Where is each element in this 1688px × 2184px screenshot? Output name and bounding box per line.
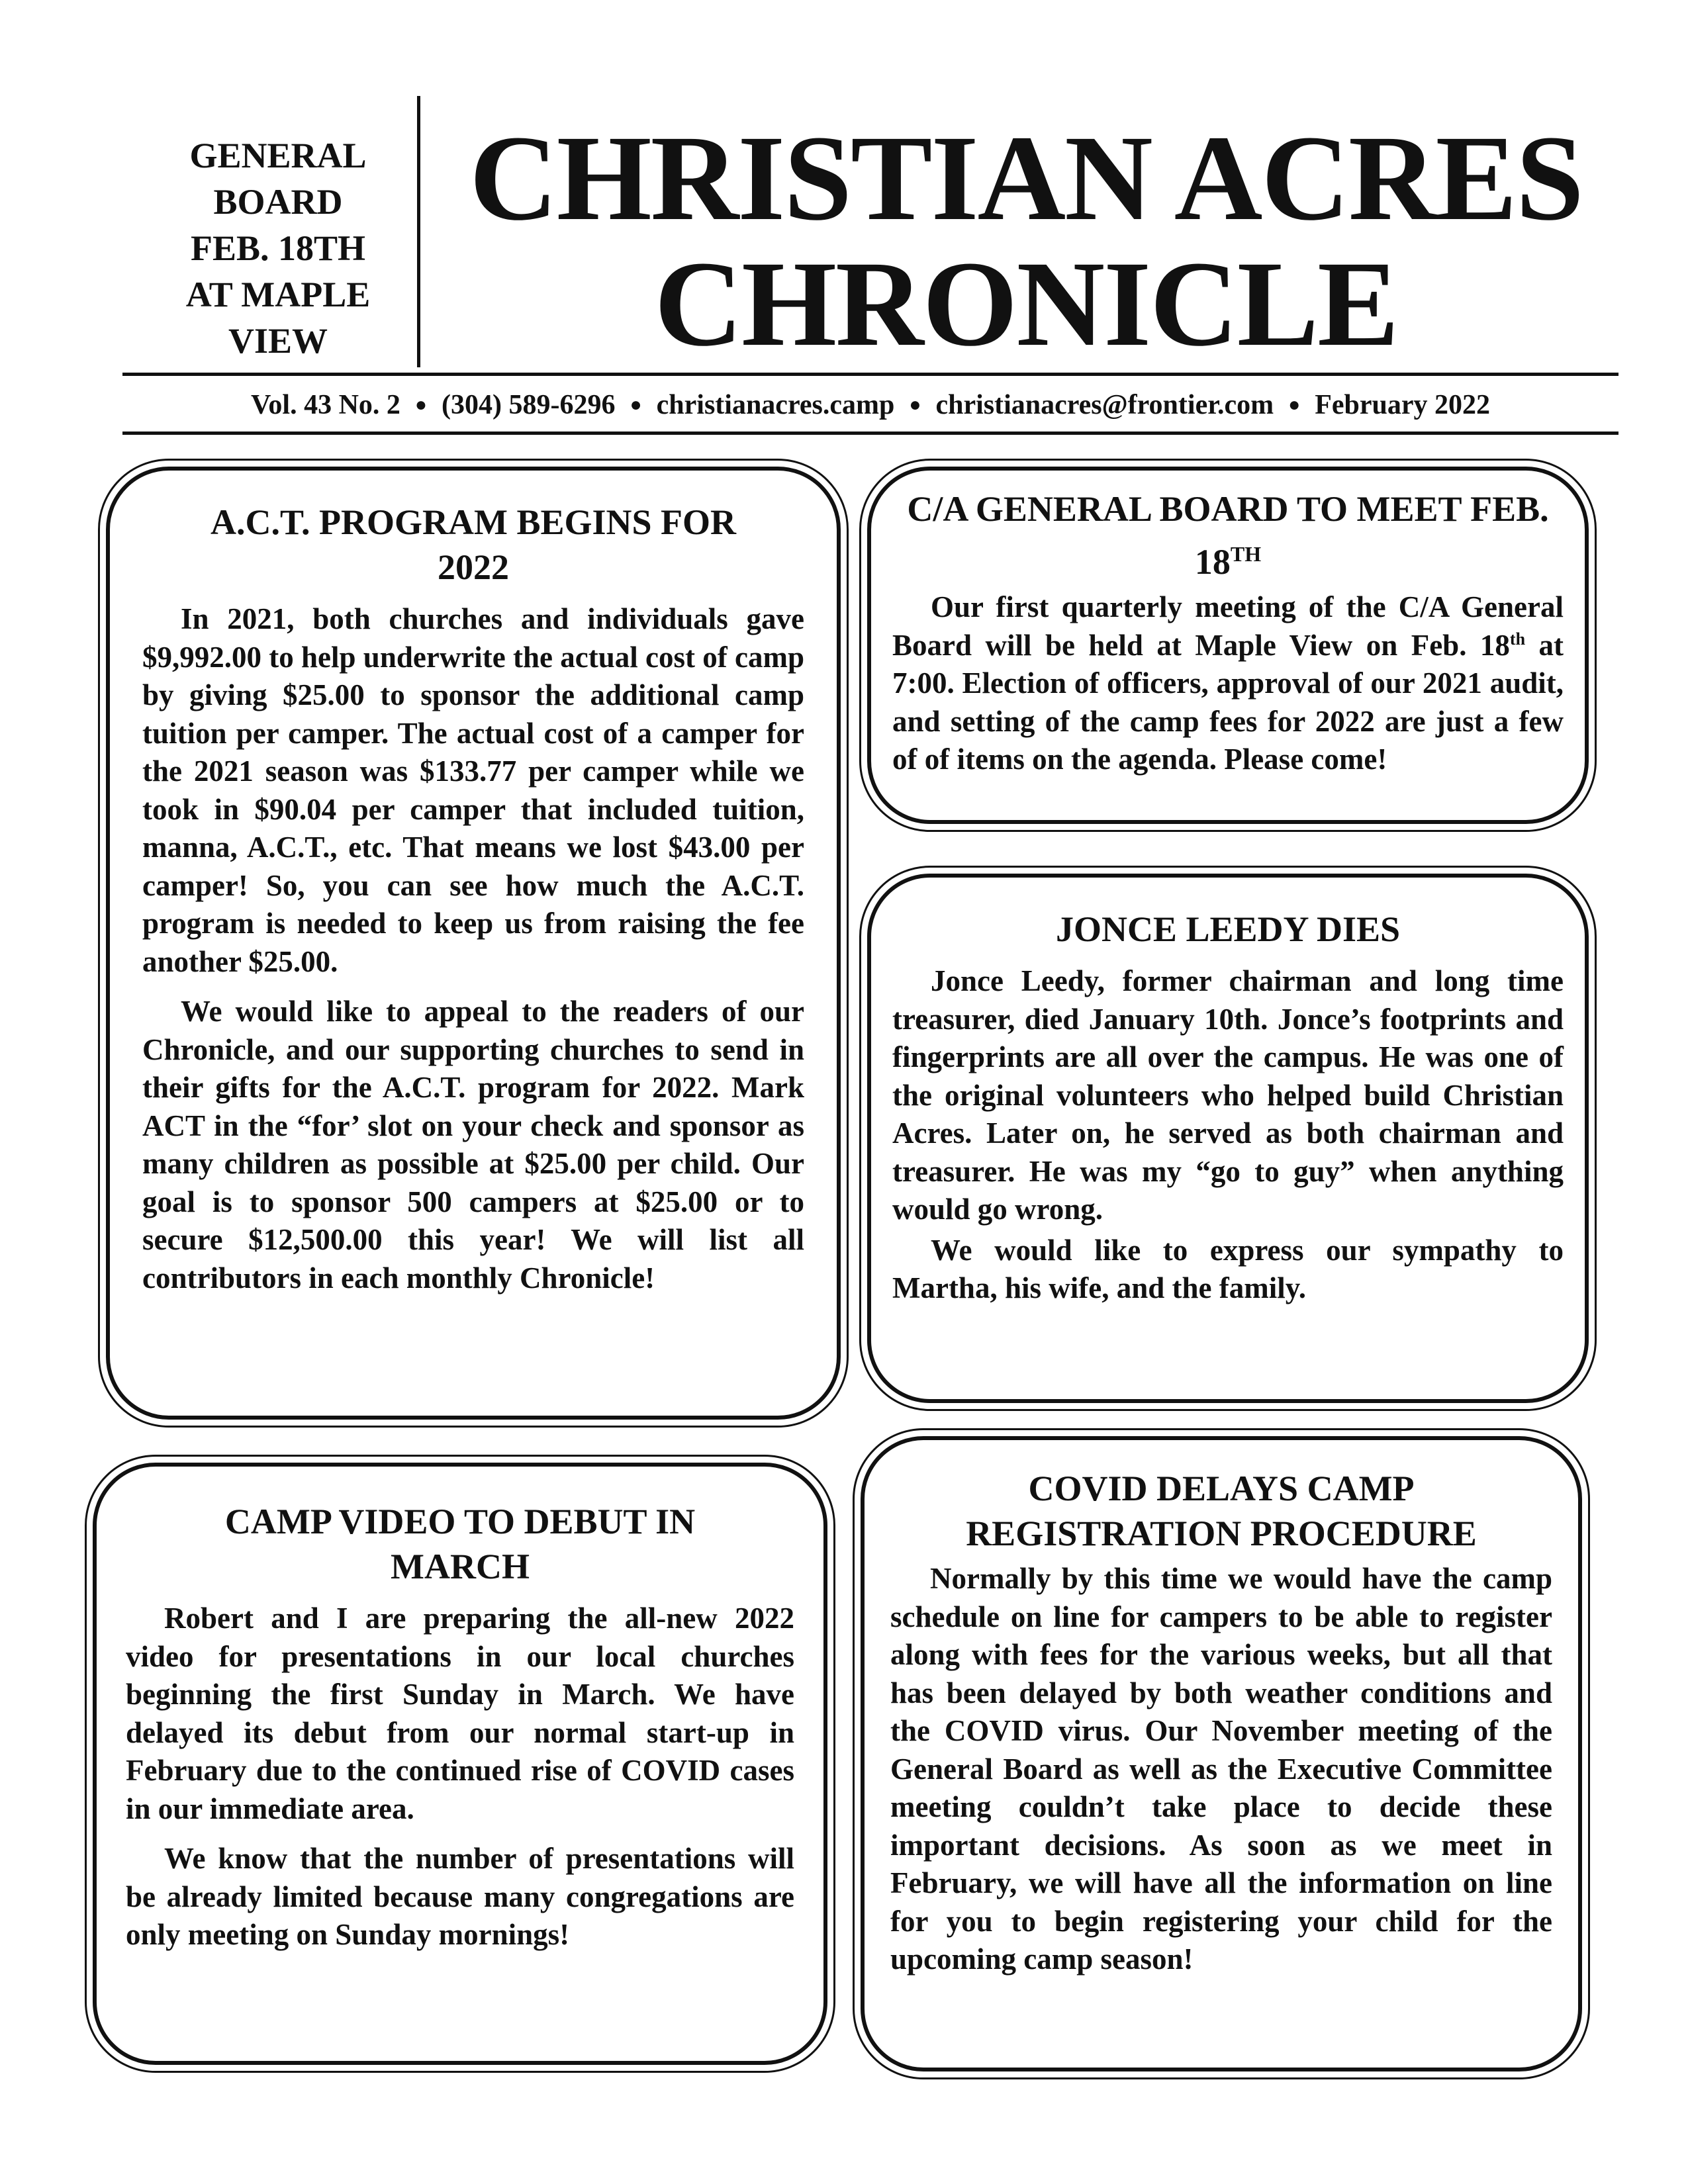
article-leedy xyxy=(892,907,1564,1308)
top-rule xyxy=(122,373,1618,376)
newsletter-title xyxy=(430,111,1622,372)
headline-text: C/A GENERAL BOARD TO MEET FEB. 18 xyxy=(907,489,1549,582)
title-line: CHRONICLE xyxy=(654,236,1398,372)
article-paragraph: In 2021, both churches and individuals gave $9,992.00 to help underwrite the actual cost of camp by giving $25.00 to sponsor the additional camp tuition per camper. The actual cost of a camper for the 2021 season was $133.77 per camper while we took in $90.04 per camper that included tuition, manna, A.C.T., etc. That means we lost $43.00 per camper! So, you can see how much the A.C.T. program is needed to keep us from raising the fee another $25.00. xyxy=(142,602,804,978)
paragraph-text: Our first quarterly meeting of the C/A General Board will be held at Maple View on Feb. 18 xyxy=(892,590,1564,662)
masthead-divider xyxy=(417,96,420,367)
notice-line: BOARD xyxy=(213,182,343,222)
notice-line: FEB. 18TH xyxy=(190,228,366,268)
article-act xyxy=(142,500,804,1297)
bullet-separator: ● xyxy=(909,394,921,416)
paragraph-text: at 7:00. Election of officers, approval of our 2021 audit, and setting of the camp fees for 2022 are just a few of of items on the agenda. Please come! xyxy=(892,628,1564,776)
article-paragraph: Normally by this time we would have the camp schedule on line for campers to be able to register along with fees for the various weeks, but all that has been delayed by both weather conditions and the COVID virus. Our November meeting of the General Board as well as the Executive Committee meeting couldn’t take place to decide these important decisions. As soon as we meet in February, we will have all the information on line for you to begin registering your child for the upcoming camp season! xyxy=(890,1562,1552,1976)
article-board xyxy=(892,486,1564,779)
notice-line: AT MAPLE xyxy=(185,275,371,314)
title-line: CHRISTIAN ACRES xyxy=(469,111,1583,246)
notice-line: VIEW xyxy=(228,321,328,361)
website-link[interactable]: christianacres.camp xyxy=(656,390,895,420)
bullet-separator: ● xyxy=(1288,394,1301,416)
article-video xyxy=(126,1499,794,1954)
article-paragraph: Jonce Leedy, former chairman and long time treasurer, died January 10th. Jonce’s footprints and fingerprints are all over the campus. He was one of the original volunteers who helped build Christian Acres. Later on, he served as both chairman and treasurer. He was my “go to guy” when anything would go wrong. xyxy=(892,964,1564,1226)
article-headline xyxy=(892,486,1564,584)
email-link[interactable]: christianacres@frontier.com xyxy=(935,390,1274,420)
article-headline: A.C.T. PROGRAM BEGINS FOR 2022 xyxy=(210,502,737,587)
article-paragraph: We would like to appeal to the readers of our Chronicle, and our supporting churches to send in their gifts for the A.C.T. program for 2022. Mark ACT in the “for’ slot on your check and sponsor as many children as possible at $25.00 per child. Our goal is to sponsor 500 campers at $25.00 or to secure $12,500.00 this year! We will list all contributors in each monthly Chronicle! xyxy=(142,995,804,1295)
info-bar xyxy=(122,385,1618,425)
bullet-separator: ● xyxy=(630,394,642,416)
article-headline: JONCE LEEDY DIES xyxy=(1055,909,1401,949)
volume-number: Vol. 43 No. 2 xyxy=(250,390,400,420)
article-covid xyxy=(890,1466,1552,1979)
board-meeting-notice xyxy=(152,132,404,364)
headline-superscript: TH xyxy=(1230,542,1262,566)
article-paragraph: Robert and I are preparing the all-new 2022 video for presentations in our local churches beginning the first Sunday in March. We have delayed its debut from our normal start-up in February due to the continued rise of COVID cases in our immediate area. xyxy=(126,1602,794,1825)
article-headline: COVID DELAYS CAMP REGISTRATION PROCEDURE xyxy=(966,1469,1477,1553)
article-headline: CAMP VIDEO TO DEBUT IN MARCH xyxy=(224,1502,696,1586)
article-paragraph xyxy=(892,588,1564,779)
issue-date: February 2022 xyxy=(1315,390,1491,420)
bullet-separator: ● xyxy=(414,394,428,416)
notice-line: GENERAL xyxy=(189,136,367,175)
paragraph-superscript: th xyxy=(1509,629,1526,649)
article-paragraph: We know that the number of presentations will be already limited because many congregations are only meeting on Sunday mornings! xyxy=(126,1842,794,1951)
article-paragraph: We would like to express our sympathy to Martha, his wife, and the family. xyxy=(892,1233,1564,1304)
phone-number: (304) 589-6296 xyxy=(442,390,616,420)
bottom-rule xyxy=(122,432,1618,435)
